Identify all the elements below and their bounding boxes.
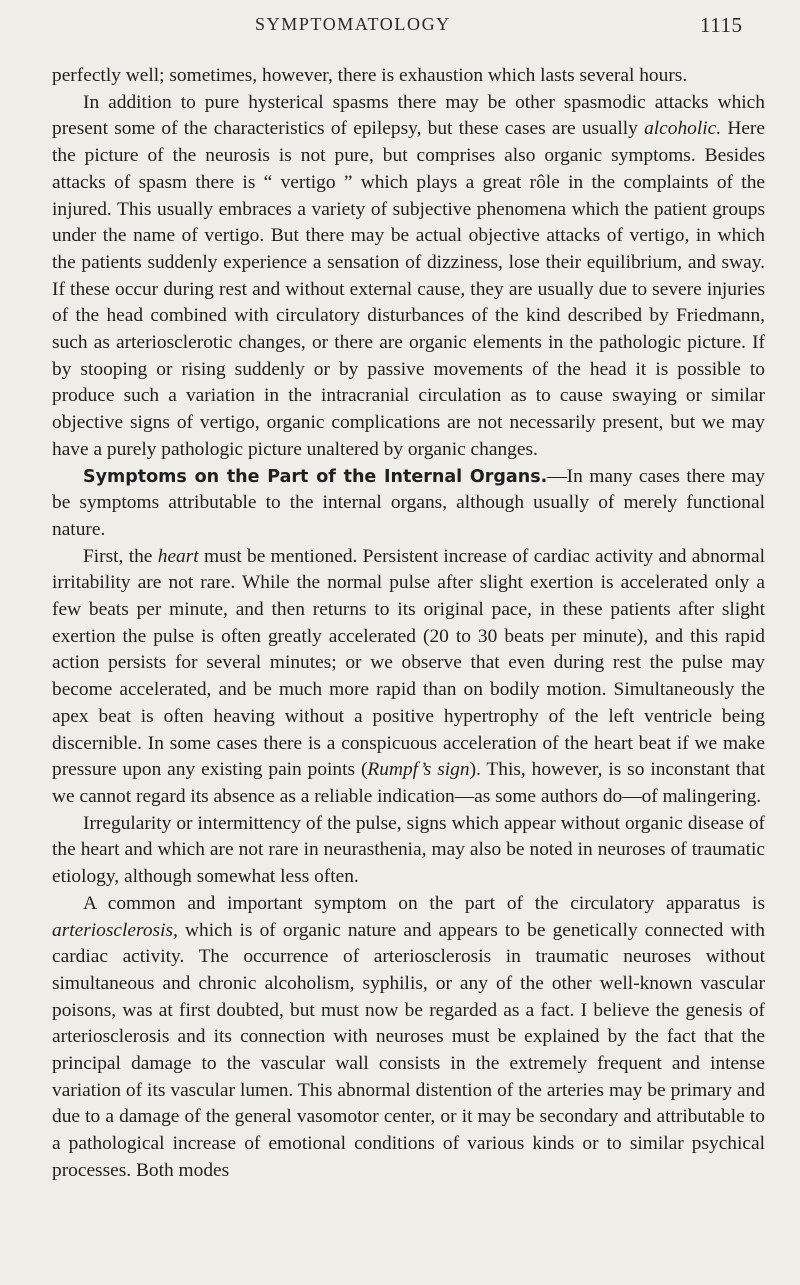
text-run: A common and important symptom on the part of the circulatory apparatus is (83, 892, 765, 914)
paragraph (52, 544, 765, 811)
italic-term: heart (157, 545, 199, 567)
text-run: First, the (83, 545, 158, 567)
italic-term: arteriosclerosis, (52, 919, 178, 941)
paragraph (52, 464, 765, 544)
text-run: Here the picture of the neurosis is not pure, but comprises also organic symptoms. Besides attacks of spasm there is “ vertigo ” which plays a great rôle in the complaints of the injured. This usually embraces a variety of subjective phenomena which the patient groups under the name of vertigo. But there may be actual objective attacks of vertigo, in which the patients suddenly experience a sensation of dizziness, lose their equilibrium, and sway. If these occur during rest and without external cause, they are usually due to severe injuries of the head combined with circulatory disturbances of the kind described by Friedmann, such as arteriosclerotic changes, or there are organic elements in the pathologic picture. If by stooping or rising suddenly or by passive movements of the head it is possible to produce such a variation in the intracranial circulation as to cause swaying or similar objective signs of vertigo, organic complications are not necessarily present, but we may have a purely pathologic picture unaltered by organic changes. (52, 118, 765, 460)
text-run: must be mentioned. Persistent increase of cardiac activity and abnormal irritability are not rare. While the normal pulse after slight exertion is accelerated only a few beats per minute, and then returns to its original pace, in these patients after slight exertion the pulse is often greatly accelerated (20 to 30 beats per minute), and this rapid action persists for several minutes; or we observe that even during rest the pulse may become accelerated, and be much more rapid than on bodily motion. Simultaneously the apex beat is often heaving without a positive hypertrophy of the left ventricle being discernible. In some cases there is a conspicuous acceleration of the heart beat if we make pressure upon any existing pain points ( (52, 545, 766, 781)
text-run: Irregularity or intermittency of the pulse, signs which appear without organic disease of the heart and which are not rare in neurasthenia, may also be noted in neuroses of traumatic etiology, although somewhat less often. (52, 812, 765, 888)
italic-term: Rumpf’s sign (367, 759, 470, 781)
text-run: —In many cases there may be symptoms attributable to the internal organs, although usually of merely functional nature. (52, 465, 765, 540)
paragraph (52, 811, 765, 891)
paragraph (52, 90, 765, 464)
italic-term: alcoholic. (644, 118, 722, 140)
text-run: In addition to pure hysterical spasms there may be other spasmodic attacks which present some of the characteristics of epilepsy, but these cases are usually (52, 91, 765, 140)
running-title: SYMPTOMATOLOGY (255, 14, 451, 34)
body-text (52, 63, 765, 1185)
section-heading: Symptoms on the Part of the Internal Organs. (83, 466, 548, 487)
text-run: which is of organic nature and appears to be genetically connected with cardiac activity. The occurrence of arteriosclerosis in traumatic neuroses without simultaneous and chronic alcoholism, syphilis, or any of the other well-known vascular poisons, was at first doubted, but must now be regarded as a fact. I believe the genesis of arteriosclerosis and its connection with neuroses must be explained by the fact that the principal damage to the vascular wall consists in the extremely frequent and intense variation of its vascular lumen. This abnormal distention of the arteries may be primary and due to a damage of the general vasomotor center, or it may be secondary and attributable to a pathological increase of emotional conditions of various kinds or to similar psychical processes. Both modes (52, 919, 765, 1181)
paragraph (52, 63, 765, 90)
page-number: 1115 (700, 13, 743, 37)
paragraph (52, 891, 765, 1185)
text-run: ). This, however, is so inconstant that we cannot regard its absence as a reliable indication—as some authors do—of malingering. (52, 759, 765, 807)
text-run: perfectly well; sometimes, however, there is exhaustion which lasts several hours. (52, 65, 688, 86)
